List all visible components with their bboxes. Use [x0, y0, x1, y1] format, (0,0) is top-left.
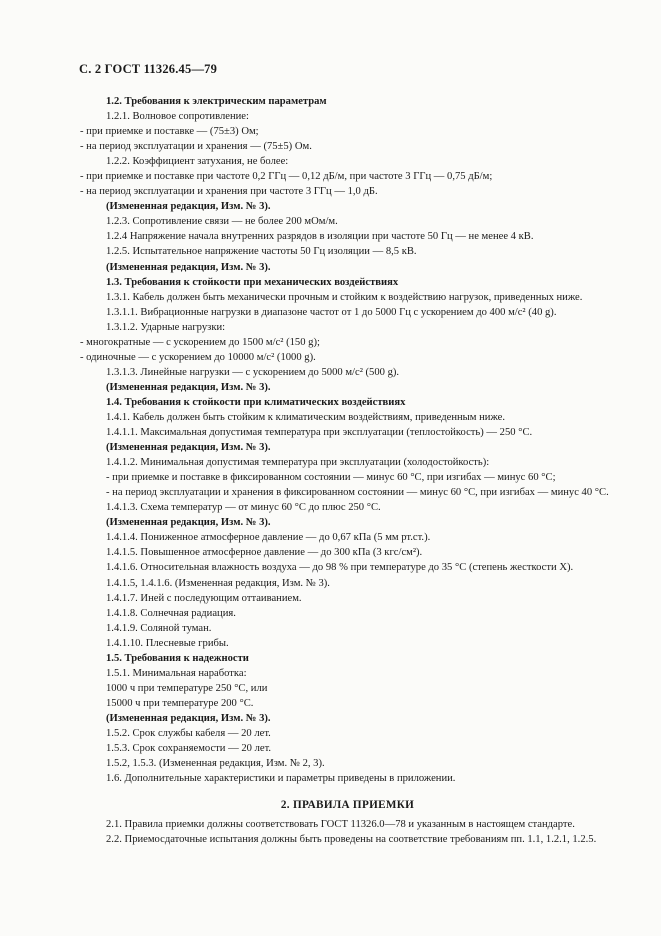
text-line: - на период эксплуатации и хранения — (75±5) Ом. — [80, 141, 312, 153]
text-line: 1.4.1.5, 1.4.1.6. (Измененная редакция, Изм. № 3). — [106, 577, 330, 589]
text-line: 1000 ч при температуре 250 °С, или — [106, 682, 268, 694]
text-line: 2.1. Правила приемки должны соответствовать ГОСТ 11326.0—78 и указанным в настоящем стандарте. — [106, 819, 575, 831]
text-line: 1.4.1.10. Плесневые грибы. — [106, 637, 229, 649]
text-line: (Измененная редакция, Изм. № 3). — [106, 261, 271, 273]
text-line: 1.3.1. Кабель должен быть механически прочным и стойким к воздействию нагрузок, приведенных ниже. — [106, 291, 583, 303]
text-line: 1.5.3. Срок сохраняемости — 20 лет. — [106, 743, 272, 755]
text-line: - на период эксплуатации и хранения при частоте 3 ГГц — 1,0 дБ. — [80, 186, 378, 198]
text-line: 1.4.1.9. Соляной туман. — [106, 622, 212, 634]
text-line: 1.4. Требования к стойкости при климатических воздействиях — [106, 396, 406, 408]
section-2-text — [80, 817, 615, 847]
text-line: 1.4.1.1. Максимальная допустимая температура при эксплуатации (теплостойкость) — 250 °С. — [106, 427, 533, 439]
text-line: (Измененная редакция, Изм. № 3). — [106, 381, 271, 393]
text-line: - на период эксплуатации и хранения в фиксированном состоянии — минус 60 °С, при изгибах — минус 40 °С. — [106, 487, 609, 499]
text-line: 1.4.1.2. Минимальная допустимая температура при эксплуатации (холодостойкость): — [106, 457, 490, 469]
text-line: - многократные — с ускорением до 1500 м/с² (150 g); — [80, 336, 320, 348]
text-line: (Измененная редакция, Изм. № 3). — [106, 517, 271, 529]
text-line: 2.2. Приемосдаточные испытания должны быть проведены на соответствие требованиям пп. 1.1, 1.2.1, 1.2.5. — [106, 834, 597, 846]
text-line: 1.5. Требования к надежности — [106, 652, 249, 664]
text-line: 1.2.1. Волновое сопротивление: — [106, 111, 249, 123]
text-line: 1.5.2, 1.5.3. (Измененная редакция, Изм. № 2, 3). — [106, 758, 325, 770]
text-line: 1.3. Требования к стойкости при механических воздействиях — [106, 276, 399, 288]
text-line: 15000 ч при температуре 200 °С. — [106, 697, 254, 709]
text-line: 1.5.2. Срок службы кабеля — 20 лет. — [106, 727, 271, 739]
text-line: 1.4.1.6. Относительная влажность воздуха — до 98 % при температуре до 35 °С (степень жесткости X). — [106, 562, 574, 574]
text-line: 1.4.1.7. Иней с последующим оттаиванием. — [106, 592, 302, 604]
text-line: - при приемке и поставке при частоте 0,2 ГГц — 0,12 дБ/м, при частоте 3 ГГц — 0,75 дБ/м; — [80, 171, 493, 183]
text-line: 1.3.1.1. Вибрационные нагрузки в диапазоне частот от 1 до 5000 Гц с ускорением до 400 м/с² (40 g). — [106, 306, 557, 318]
text-line: (Измененная редакция, Изм. № 3). — [106, 442, 271, 454]
text-line: 1.2.4 Напряжение начала внутренних разрядов в изоляции при частоте 50 Гц — не менее 4 кВ. — [106, 231, 534, 243]
text-line: 1.4.1.5. Повышенное атмосферное давление — до 300 кПа (3 кгс/см²). — [106, 547, 423, 559]
text-line: - одиночные — с ускорением до 10000 м/с² (1000 g). — [80, 351, 316, 363]
text-line: 1.2.3. Сопротивление связи — не более 200 мОм/м. — [106, 216, 338, 228]
text-line: 1.4.1.3. Схема температур — от минус 60 °С до плюс 250 °С. — [106, 502, 381, 514]
text-line: 1.2.2. Коэффициент затухания, не более: — [106, 156, 289, 168]
text-line: 1.3.1.3. Линейные нагрузки — с ускорением до 5000 м/с² (500 g). — [106, 366, 400, 378]
section-1-text — [80, 94, 615, 786]
chapter-title: 2. ПРАВИЛА ПРИЕМКИ — [280, 799, 415, 812]
text-line: (Измененная редакция, Изм. № 3). — [106, 201, 271, 213]
text-line: 1.4.1. Кабель должен быть стойким к климатическим воздействиям, приведенным ниже. — [106, 411, 505, 423]
text-line: - при приемке и поставке в фиксированном состоянии — минус 60 °С, при изгибах — минус 60 °С; — [106, 472, 556, 484]
text-line: 1.2.5. Испытательное напряжение частоты 50 Гц изоляции — 8,5 кВ. — [106, 246, 417, 258]
document-body — [80, 94, 615, 847]
text-line: 1.2. Требования к электрическим параметрам — [106, 96, 327, 107]
text-line: 1.4.1.8. Солнечная радиация. — [106, 607, 236, 619]
text-line: 1.6. Дополнительные характеристики и параметры приведены в приложении. — [106, 773, 456, 785]
spacer — [80, 786, 615, 793]
text-line: 1.3.1.2. Ударные нагрузки: — [106, 321, 226, 333]
text-line: 1.5.1. Минимальная наработка: — [106, 667, 247, 679]
text-line: (Измененная редакция, Изм. № 3). — [106, 712, 271, 724]
text-line: - при приемке и поставке — (75±3) Ом; — [80, 126, 259, 138]
page-header: С. 2 ГОСТ 11326.45—79 — [79, 62, 218, 76]
text-line: 1.4.1.4. Пониженное атмосферное давление — до 0,67 кПа (5 мм рт.ст.). — [106, 532, 431, 544]
